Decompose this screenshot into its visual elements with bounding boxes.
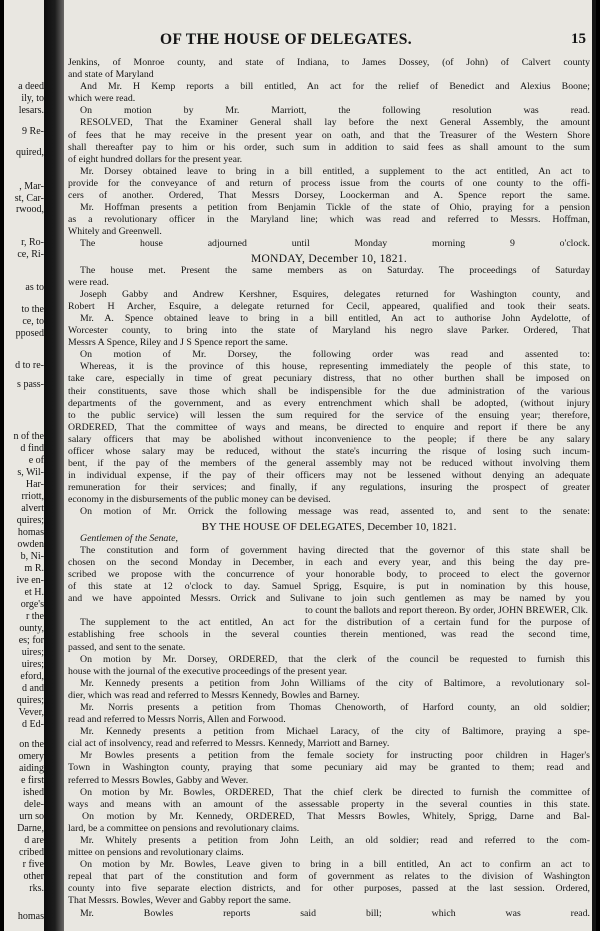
text-line: On motion of Mr. Dorsey, the following order was read and assented to: <box>80 349 590 361</box>
text-line: Messrs A Spence, Riley and J S Spence report the same. <box>68 337 288 349</box>
margin-fragment: omery <box>18 751 44 762</box>
text-line: referred to Messrs Bowles, Gabby and Wever. <box>68 774 249 786</box>
text-line: The supplement to the act entitled, An act for the distribution of a certain fund for the purpose of <box>80 617 590 629</box>
margin-fragment: 9 Re- <box>22 126 44 137</box>
text-line: RESOLVED, That the Examiner General shall lay before the next General Assembly, the amount <box>80 117 590 129</box>
text-line: dier, which was read and referred to Messrs Kennedy, Bowles and Barney. <box>68 689 360 701</box>
page-header <box>68 31 590 53</box>
margin-fragment: e of <box>28 455 44 466</box>
margin-fragment: alvert <box>21 503 44 514</box>
text-line: their constituents, save those which shall be indispensible for the due administration of the various <box>68 385 590 397</box>
running-head: OF THE HOUSE OF DELEGATES. <box>160 31 412 48</box>
margin-fragment: urn so <box>19 811 44 822</box>
text-line: take care, especially in time of great pecuniary distress, that no other burthen shall be imposed on <box>68 373 590 385</box>
margin-fragment: aiding <box>19 763 44 774</box>
text-line: Mr. Hoffman presents a petition from Benjamin Tickle of the state of Ohio, praying for a pension <box>80 202 590 214</box>
text-line: Mr. Kennedy presents a petition from John Williams of the city of Baltimore, a revolutionary sol- <box>80 677 590 689</box>
text-line: passed, and sent to the senate. <box>68 641 186 653</box>
margin-fragment: r five <box>22 859 44 870</box>
text-line: Robert H Archer, Esquire, a delegate returned for Cecil, appeared, qualified and took their seats. <box>68 300 590 312</box>
margin-fragment: es; for <box>18 635 44 646</box>
signature-line: to count the ballots and report thereon. By order, JOHN BREWER, Clk. <box>305 605 588 617</box>
margin-fragment: owden <box>17 539 44 550</box>
text-line: Whitely and Greenwell. <box>68 226 162 238</box>
document-page <box>4 0 596 931</box>
text-line: county into five separate election districts, and for other purposes, passed at the last session. Ordered, <box>68 883 590 895</box>
text-line: which were read. <box>68 93 136 105</box>
margin-fragment: et H. <box>24 587 44 598</box>
text-line: provide for the conveyance of and return of process issue from the courts of one county to the offi- <box>68 177 590 189</box>
margin-fragment: e first <box>20 775 44 786</box>
text-line: ways and means with an amount of the assessable property in the several counties in this state. <box>68 798 590 810</box>
margin-fragment: b, Ni- <box>20 551 44 562</box>
session-date-heading: MONDAY, December 10, 1821. <box>250 252 407 265</box>
text-line: as a revolutionary officer in the Maryland line; which was read and referred to Messrs. Hoffman, <box>68 214 590 226</box>
margin-fragment: r, Ro- <box>21 237 44 248</box>
text-line: and state of Maryland <box>68 69 154 81</box>
text-line: The house met. Present the same members as on Saturday. The proceedings of Saturday <box>80 264 590 276</box>
margin-fragment: ounty, <box>19 623 44 634</box>
text-line: were read. <box>68 276 109 288</box>
margin-fragment: Vever, <box>18 707 44 718</box>
margin-fragment: other <box>23 871 44 882</box>
margin-fragment: pposed <box>15 328 44 339</box>
text-line: cial act of insolvency, read and referred to Messrs. Kennedy, Marriott and Barney. <box>68 738 390 750</box>
text-line: shall thereafter pay to him or his order, such sum in addition to said fees as shall amount to the sum <box>68 141 590 153</box>
margin-fragment: ive en- <box>16 575 44 586</box>
margin-fragment: d Ed- <box>22 719 44 730</box>
text-line: chosen on the second Monday in December, in each and every year, and this being the day pre- <box>68 556 590 568</box>
margin-fragment: homas <box>17 911 44 922</box>
text-line: of eight hundred dollars for the present year. <box>68 153 243 165</box>
text-line: in individual expense, if the pay of their officers may not be lessened without denying an adequate <box>68 470 590 482</box>
text-line: Mr. Whitely presents a petition from John Leith, an old soldier; read and referred to the com- <box>80 835 590 846</box>
book-gutter-shadow <box>44 0 64 931</box>
margin-fragment: on the <box>19 739 44 750</box>
text-line: bent, if the pay of the members of the general assembly may not be reduced without involving them <box>68 458 590 470</box>
margin-fragment: rwood, <box>15 204 44 215</box>
text-line: mittee on pensions and revolutionary claims. <box>68 847 244 859</box>
margin-fragment: , Mar- <box>19 181 44 192</box>
margin-fragment: Darne, <box>17 823 44 834</box>
margin-fragment: ce, Ri- <box>17 249 44 260</box>
margin-fragment: st, Car- <box>14 193 44 204</box>
text-line: Mr Bowles presents a petition from the female society for instructing poor children in Hager's <box>80 750 590 762</box>
text-line: ORDERED, That the committee of ways and means, be directed to enquire and report if there be any <box>68 421 590 433</box>
text-line: Worcester county, to bring into the state of Maryland his negro slave Parker. Ordered, That <box>68 325 590 337</box>
text-line: economy in the disbursements of the public money can be devised. <box>68 494 331 506</box>
text-line: On motion by Mr. Marriott, the following resolution was read. <box>80 105 590 117</box>
text-line: repeal that part of the constitution and form of government as relates to the division of Washington <box>68 871 590 883</box>
margin-fragment: dele- <box>24 799 44 810</box>
text-line: lard, be a committee on pensions and revolutionary claims. <box>68 822 300 834</box>
text-line: On motion by Mr. Bowles, Leave given to bring in a bill entitled, An act to confirm an act to <box>80 859 590 871</box>
text-line: departments of the government, and as every entrenchment which shall be adopted, (without injury <box>68 397 590 409</box>
margin-fragment: to the <box>21 304 44 315</box>
margin-fragment: d and <box>22 683 44 694</box>
text-line: house with the journal of the executive proceedings of the present year. <box>68 665 348 677</box>
text-line: That Messrs. Bowles, Wever and Gabby report the same. <box>68 895 291 907</box>
margin-fragment: s pass- <box>17 379 44 390</box>
margin-fragment: d are <box>24 835 44 846</box>
text-line: establishing free schools in the several counties therein mentioned, was read the second time, <box>68 629 590 641</box>
margin-fragment: d find <box>20 443 44 454</box>
text-line: Mr. Kennedy presents a petition from Michael Laracy, of the city of Baltimore, praying a spe- <box>80 726 590 738</box>
text-line: Jenkins, of Monroe county, and state of Indiana, to James Dossey, (of John) of Calvert county <box>68 57 590 68</box>
text-line: On motion of Mr. Orrick the following message was read, assented to, and sent to the senate: <box>80 506 590 518</box>
margin-fragment: a deed <box>18 81 44 92</box>
margin-fragment: orge's <box>20 599 44 610</box>
margin-fragment: ily, to <box>21 93 44 104</box>
margin-fragment: r the <box>25 611 44 622</box>
margin-fragment: s, Wil- <box>17 467 44 478</box>
margin-fragment: ished <box>22 787 44 798</box>
margin-fragment: d to re- <box>15 360 44 371</box>
margin-fragment: Har- <box>25 479 44 490</box>
margin-fragment: ce, to <box>22 316 44 327</box>
text-line: Mr. Bowles reports said bill; which was read. <box>80 907 590 919</box>
text-line: Whereas, it is the province of this house, representing immediately the people of this state, to <box>80 361 590 373</box>
text-line: officer whose salary may be reduced, without the state's incurring the risque of losing such incum- <box>68 446 590 457</box>
scan-border <box>592 0 596 931</box>
text-line: scribed we propose with the concurrence of your honorable body, to proceed to elect the governor <box>68 568 590 580</box>
text-line: And Mr. H Kemp reports a bill entitled, An act for the relief of Benedict and Alexius Boone; <box>80 81 590 93</box>
text-line: and we have appointed Messrs. Orrick and Sulivane to join such gentlemen as may be named by you <box>68 593 590 605</box>
margin-fragment: lesars. <box>18 105 44 116</box>
text-line: remuneration for their services; and finally, if any regulations, insuring the prospect of greater <box>68 482 590 494</box>
text-line: Mr. Dorsey obtained leave to bring in a bill entitled, a supplement to the act entitled, An act to <box>80 165 590 177</box>
adjacent-page-fragment <box>4 0 44 931</box>
message-heading: BY THE HOUSE OF DELEGATES, December 10, 1821. <box>201 520 457 533</box>
text-line: Mr. A. Spence obtained leave to bring in a bill entitled, An act to authorise John Aydelotte, of <box>80 312 590 324</box>
margin-fragment: eford, <box>20 671 44 682</box>
margin-fragment: rriott, <box>21 491 44 502</box>
text-line: Mr. Norris presents a petition from Thomas Chenoworth, of Harford county, an old soldier; <box>80 701 590 713</box>
page-number: 15 <box>571 31 586 47</box>
text-line: to the public service) will lessen the sum required for the service of the ensuing year; therefore, <box>68 409 590 421</box>
margin-fragment: n of the <box>13 431 44 442</box>
text-line: On motion by Mr. Dorsey, ORDERED, that the clerk of the council be requested to furnish this <box>80 653 590 665</box>
text-line: read and referred to Messrs Norris, Allen and Forwood. <box>68 714 286 726</box>
margin-fragment: rks. <box>29 883 44 894</box>
salutation: Gentlemen of the Senate, <box>80 532 178 544</box>
margin-fragment: quires; <box>16 695 44 706</box>
margin-fragment: uires; <box>21 659 44 670</box>
text-line: Joseph Gabby and Andrew Kershner, Esquires, delegates returned for Washington county, and <box>80 288 590 300</box>
text-line: salary officers that may be abolished without inconvenience to the people; if there be any salary <box>68 433 590 445</box>
text-line: The constitution and form of government having directed that the governor of this state shall be <box>80 544 590 556</box>
margin-fragment: m R. <box>24 563 44 574</box>
text-line: On motion by Mr. Kennedy, ORDERED, That Messrs Bowles, Whitely, Sprigg, Darne and Bal- <box>82 810 590 822</box>
text-line: The house adjourned until Monday morning 9 o'clock. <box>80 238 590 250</box>
margin-fragment: quires; <box>16 515 44 526</box>
margin-fragment: homas <box>17 527 44 538</box>
margin-fragment: cribed <box>19 847 44 858</box>
margin-fragment: quired, <box>15 147 44 158</box>
text-line: cers of another. Ordered, That Messrs Dorsey, Loockerman and A. Spence report the same. <box>68 190 590 202</box>
margin-fragment: uires; <box>21 647 44 658</box>
text-line: of fees that he may receive in the present year on oath, and that the Treasurer of the Western Shore <box>68 129 590 141</box>
text-line: On motion by Mr. Bowles, ORDERED, That the chief clerk be directed to furnish the committee of <box>80 786 590 798</box>
text-line: of this state at 12 o'clock to day. Samuel Sprigg, Esquire, is put in nomination by this house, <box>68 581 590 593</box>
text-line: Town in Washington county, praying that some pecuniary aid may be granted to them; read and <box>68 762 590 774</box>
margin-fragment: as to <box>25 282 44 293</box>
journal-body-text <box>68 57 590 920</box>
